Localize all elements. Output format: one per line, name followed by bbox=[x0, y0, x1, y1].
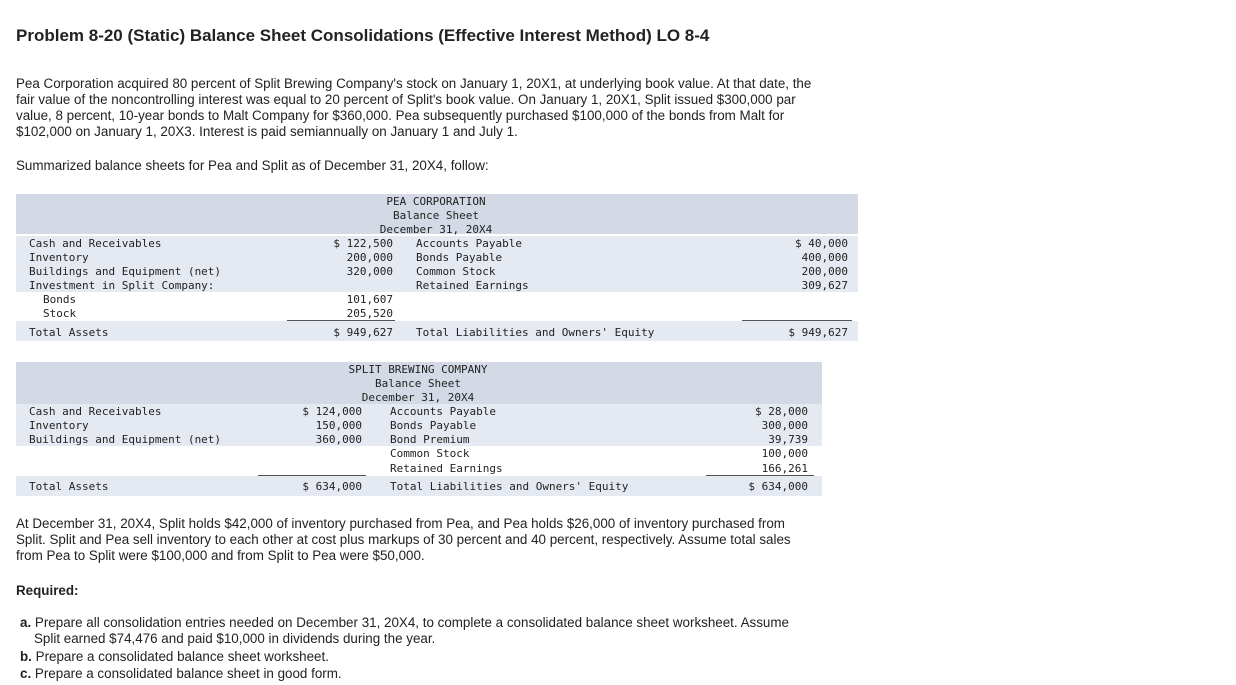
required-item-b bbox=[20, 649, 329, 665]
pea-liability-amount: 309,627 bbox=[801, 279, 848, 292]
split-total-le: $ 634,000 bbox=[748, 480, 808, 493]
pea-total-le: $ 949,627 bbox=[788, 326, 848, 339]
split-asset-amount: $ 124,000 bbox=[302, 405, 362, 418]
required-letter: a. bbox=[20, 615, 32, 630]
split-asset-label: Inventory bbox=[29, 419, 89, 432]
pea-asset-label: Bonds bbox=[43, 293, 77, 306]
intro-line: Pea Corporation acquired 80 percent of Split Brewing Company's stock on January 1, 20X1, at underlying book value. At that date, the bbox=[16, 76, 812, 91]
split-company-name: SPLIT BREWING COMPANY bbox=[348, 363, 488, 376]
notes-paragraph bbox=[16, 516, 791, 564]
pea-liability-label: Accounts Payable bbox=[416, 237, 522, 250]
pea-total-le-label: Total Liabilities and Owners' Equity bbox=[416, 326, 655, 339]
split-liability-amount: 300,000 bbox=[761, 419, 808, 432]
split-asset-label: Cash and Receivables bbox=[29, 405, 162, 418]
split-liability-label: Retained Earnings bbox=[390, 462, 503, 475]
split-assets-rule bbox=[258, 475, 366, 476]
split-asset-amount: 360,000 bbox=[315, 433, 362, 446]
split-asset-label: Buildings and Equipment (net) bbox=[29, 433, 222, 446]
required-text: Prepare a consolidated balance sheet in good form. bbox=[34, 666, 342, 681]
pea-liability-amount: 200,000 bbox=[801, 265, 848, 278]
split-liability-amount: 166,261 bbox=[761, 462, 808, 475]
pea-asset-label: Cash and Receivables bbox=[29, 237, 162, 250]
split-statement-date: December 31, 20X4 bbox=[361, 391, 475, 404]
pea-asset-amount: 205,520 bbox=[346, 307, 393, 320]
required-item-a bbox=[20, 615, 789, 647]
pea-asset-label: Stock bbox=[43, 307, 77, 320]
split-liability-amount: 39,739 bbox=[768, 433, 808, 446]
required-item-c bbox=[20, 666, 342, 682]
pea-asset-amount: 320,000 bbox=[346, 265, 393, 278]
pea-statement-date: December 31, 20X4 bbox=[379, 223, 493, 236]
notes-line: from Pea to Split were $100,000 and from Split to Pea were $50,000. bbox=[16, 548, 425, 563]
notes-line: Split. Split and Pea sell inventory to each other at cost plus markups of 30 percent and 40 percent, respectively. Assume total sales bbox=[16, 532, 791, 547]
split-statement-title: Balance Sheet bbox=[374, 377, 462, 390]
required-text: Split earned $74,476 and paid $10,000 in dividends during the year. bbox=[34, 631, 436, 646]
split-total-assets: $ 634,000 bbox=[302, 480, 362, 493]
required-letter: b. bbox=[20, 649, 32, 664]
split-liability-label: Bond Premium bbox=[390, 433, 470, 446]
pea-liability-label: Bonds Payable bbox=[416, 251, 503, 264]
required-letter: c. bbox=[20, 666, 32, 681]
pea-liability-label: Retained Earnings bbox=[416, 279, 529, 292]
pea-total-assets: $ 949,627 bbox=[333, 326, 393, 339]
required-heading: Required: bbox=[16, 583, 79, 598]
split-liability-amount: $ 28,000 bbox=[755, 405, 808, 418]
pea-asset-amount: $ 122,500 bbox=[333, 237, 393, 250]
pea-asset-label: Inventory bbox=[29, 251, 89, 264]
required-text: Prepare all consolidation entries needed on December 31, 20X4, to complete a consolidated balance sheet worksheet. Assume bbox=[34, 615, 789, 630]
pea-liability-label: Common Stock bbox=[416, 265, 496, 278]
split-liability-label: Accounts Payable bbox=[390, 405, 496, 418]
pea-company-name: PEA CORPORATION bbox=[386, 195, 486, 208]
intro-line: value, 8 percent, 10-year bonds to Malt Company for $360,000. Pea subsequently purchased $100,000 of the bonds from Malt for bbox=[16, 108, 785, 123]
notes-line: At December 31, 20X4, Split holds $42,000 of inventory purchased from Pea, and Pea holds $26,000 of inventory purchased from bbox=[16, 516, 785, 531]
pea-total-assets-label: Total Assets bbox=[29, 326, 109, 339]
pea-le-rule bbox=[742, 320, 852, 321]
pea-liability-amount: 400,000 bbox=[801, 251, 848, 264]
page-title: Problem 8-20 (Static) Balance Sheet Consolidations (Effective Interest Method) LO 8-4 bbox=[16, 26, 710, 45]
intro-line: $102,000 on January 1, 20X3. Interest is paid semiannually on January 1 and July 1. bbox=[16, 124, 518, 139]
required-text: Prepare a consolidated balance sheet worksheet. bbox=[35, 649, 329, 664]
pea-liability-amount: $ 40,000 bbox=[795, 237, 848, 250]
pea-statement-title: Balance Sheet bbox=[392, 209, 480, 222]
intro-paragraph bbox=[16, 76, 811, 140]
split-total-le-label: Total Liabilities and Owners' Equity bbox=[390, 480, 629, 493]
pea-asset-amount: 200,000 bbox=[346, 251, 393, 264]
split-total-assets-label: Total Assets bbox=[29, 480, 109, 493]
pea-asset-amount: 101,607 bbox=[346, 293, 393, 306]
split-liability-amount: 100,000 bbox=[761, 447, 808, 460]
pea-asset-label: Buildings and Equipment (net) bbox=[29, 265, 222, 278]
split-le-rule bbox=[706, 475, 814, 476]
pea-assets-rule bbox=[287, 320, 395, 321]
summary-line: Summarized balance sheets for Pea and Split as of December 31, 20X4, follow: bbox=[16, 158, 489, 173]
intro-line: fair value of the noncontrolling interest was equal to 20 percent of Split's book value. On January 1, 20X1, Split issued $300,000 par bbox=[16, 92, 796, 107]
split-liability-label: Common Stock bbox=[390, 447, 470, 460]
pea-asset-label: Investment in Split Company: bbox=[29, 279, 215, 292]
split-liability-label: Bonds Payable bbox=[390, 419, 477, 432]
split-asset-amount: 150,000 bbox=[315, 419, 362, 432]
